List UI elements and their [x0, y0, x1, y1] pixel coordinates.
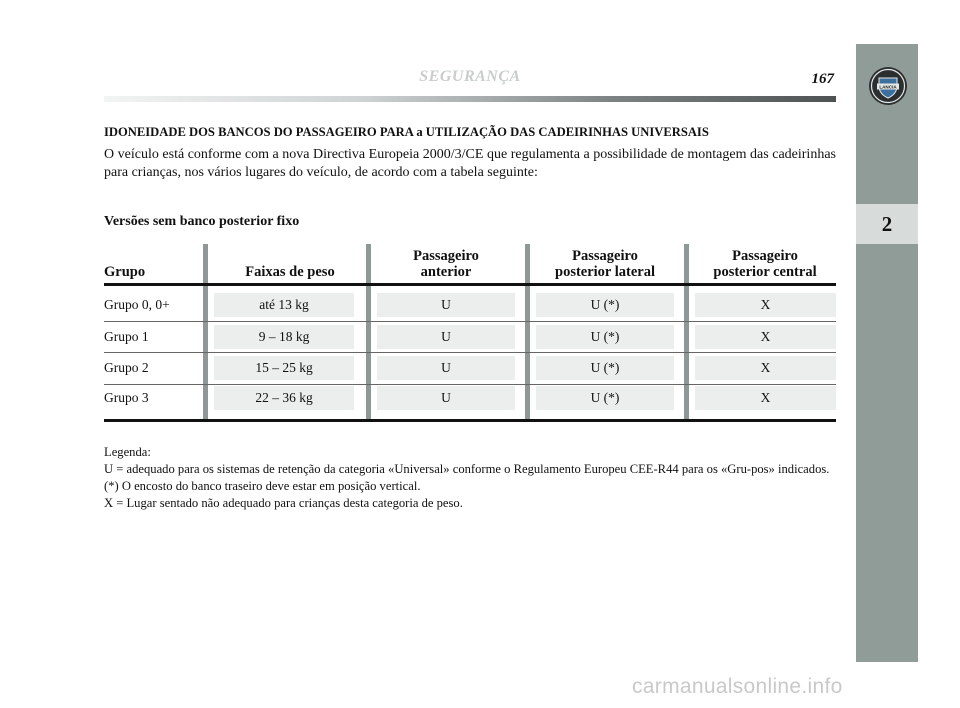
page-number: 167 — [811, 71, 834, 87]
weight-cell: 15 – 25 kg — [214, 356, 354, 380]
header-line2: Grupo — [104, 264, 146, 280]
row-group-label: Grupo 1 — [104, 329, 149, 344]
row-divider — [104, 321, 836, 322]
rear-side-cell: U (*) — [536, 325, 674, 349]
header-title: SEGURANÇA — [419, 68, 521, 85]
chapter-side-tab — [856, 44, 918, 662]
header-line1: Passageiro — [732, 248, 798, 264]
section-title: IDONEIDADE DOS BANCOS DO PASSAGEIRO PARA a UTILIZAÇÃO DAS CADEIRINHAS UNIVERSAIS — [104, 125, 709, 139]
rear-center-cell: X — [695, 293, 836, 317]
header-front-passenger — [376, 244, 516, 280]
header-line2: posterior central — [713, 264, 817, 280]
header-line2: posterior lateral — [555, 264, 655, 280]
front-cell: U — [377, 293, 515, 317]
front-cell: U — [377, 325, 515, 349]
header-weight — [218, 244, 362, 280]
header-line2: Faixas de peso — [245, 264, 335, 280]
row-group-label: Grupo 0, 0+ — [104, 297, 170, 312]
row-group-label: Grupo 2 — [104, 360, 149, 375]
rear-center-cell: X — [695, 325, 836, 349]
legend-item: X = Lugar sentado não adequado para crianças desta categoria de peso. — [104, 496, 463, 510]
suitability-table — [104, 244, 836, 422]
column-separator — [366, 244, 371, 419]
row-group-label: Grupo 3 — [104, 390, 149, 405]
weight-cell: até 13 kg — [214, 293, 354, 317]
intro-paragraph: O veículo está conforme com a nova Directiva Europeia 2000/3/CE que regulamenta a possibilidade de montagem das cadeirinhas para crianças, nos vários lugares do veículo, de acordo com a tabela seguinte: — [104, 147, 836, 180]
table-bottom-rule — [104, 419, 836, 422]
column-separator — [203, 244, 208, 419]
rear-center-cell: X — [695, 356, 836, 380]
header-line1: Passageiro — [572, 248, 638, 264]
weight-cell: 9 – 18 kg — [214, 325, 354, 349]
front-cell: U — [377, 386, 515, 410]
header-rear-center-passenger — [694, 244, 836, 280]
legend-title: Legenda: — [104, 445, 151, 459]
weight-cell: 22 – 36 kg — [214, 386, 354, 410]
table-subheading: Versões sem banco posterior fixo — [104, 214, 300, 229]
legend-item: (*) O encosto do banco traseiro deve estar em posição vertical. — [104, 479, 421, 493]
header-group — [104, 244, 199, 280]
column-separator — [525, 244, 530, 419]
legend — [104, 444, 836, 512]
header-line2: anterior — [420, 264, 472, 280]
column-separator — [684, 244, 689, 419]
rear-side-cell: U (*) — [536, 386, 674, 410]
legend-item: U = adequado para os sistemas de retenção da categoria «Universal» conforme o Regulamento Europeu CEE-R44 para os «Gru-pos» indicados. — [104, 462, 830, 476]
rear-center-cell: X — [695, 386, 836, 410]
front-cell: U — [377, 356, 515, 380]
table-top-rule — [104, 283, 836, 286]
lancia-shield-icon — [868, 66, 908, 106]
rear-side-cell: U (*) — [536, 293, 674, 317]
watermark: carmanualsonline.info — [632, 675, 843, 698]
chapter-number-tab[interactable]: 2 — [856, 204, 918, 244]
row-divider — [104, 384, 836, 385]
header-rear-side-passenger — [535, 244, 675, 280]
rear-side-cell: U (*) — [536, 356, 674, 380]
header-line1: Passageiro — [413, 248, 479, 264]
logo-text: LANCIA — [879, 84, 897, 90]
header-rule — [104, 96, 836, 102]
row-divider — [104, 352, 836, 353]
